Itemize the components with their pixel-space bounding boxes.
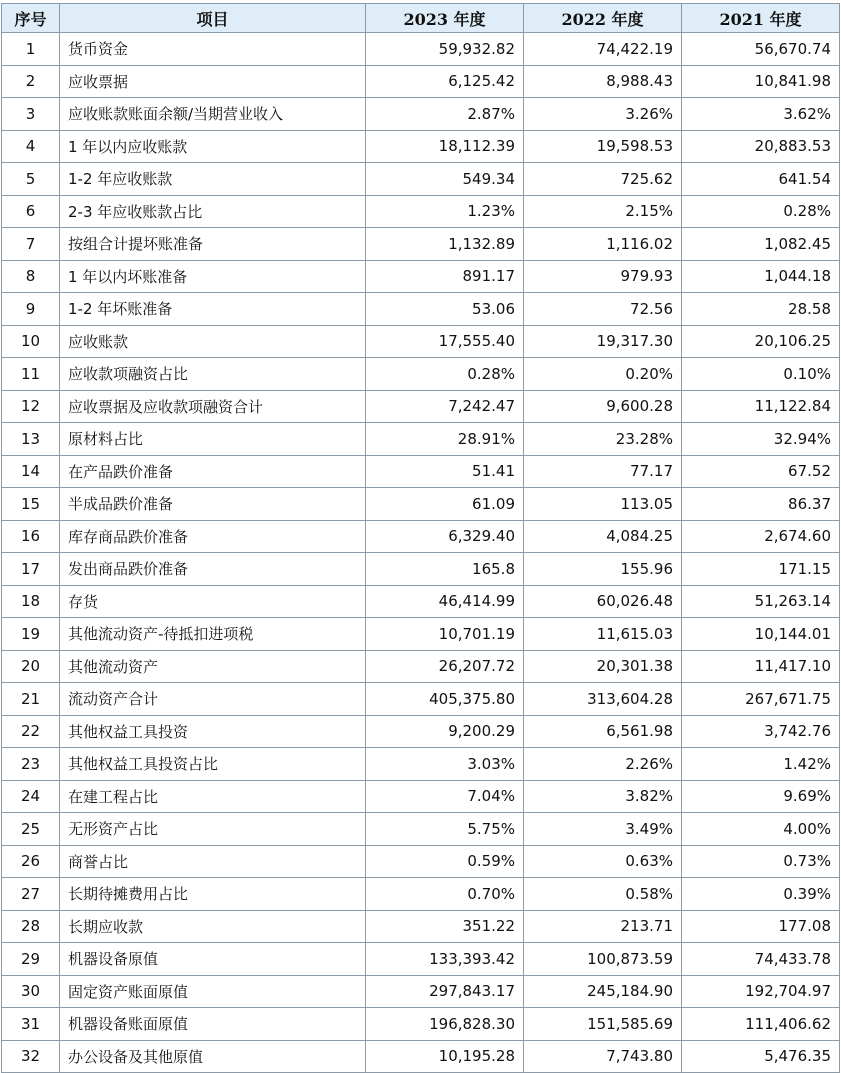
cell-year-2021: 1,044.18 [682, 260, 840, 293]
cell-year-2023: 5.75% [366, 813, 524, 846]
cell-item: 半成品跌价准备 [60, 488, 366, 521]
cell-year-2022: 9,600.28 [524, 390, 682, 423]
cell-year-2021: 51,263.14 [682, 585, 840, 618]
table-row [2, 650, 840, 683]
cell-year-2023: 46,414.99 [366, 585, 524, 618]
cell-index: 17 [2, 553, 60, 586]
cell-item: 应收票据及应收款项融资合计 [60, 390, 366, 423]
cell-item: 1-2 年应收账款 [60, 163, 366, 196]
cell-index: 4 [2, 130, 60, 163]
cell-year-2021: 267,671.75 [682, 683, 840, 716]
cell-item: 应收票据 [60, 65, 366, 98]
cell-item: 1-2 年坏账准备 [60, 293, 366, 326]
cell-year-2022: 0.63% [524, 845, 682, 878]
cell-year-2023: 17,555.40 [366, 325, 524, 358]
cell-year-2022: 23.28% [524, 423, 682, 456]
cell-year-2022: 6,561.98 [524, 715, 682, 748]
cell-year-2022: 1,116.02 [524, 228, 682, 261]
table-row [2, 585, 840, 618]
cell-index: 27 [2, 878, 60, 911]
cell-year-2021: 67.52 [682, 455, 840, 488]
cell-index: 5 [2, 163, 60, 196]
cell-year-2021: 28.58 [682, 293, 840, 326]
cell-year-2023: 7.04% [366, 780, 524, 813]
table-row [2, 65, 840, 98]
cell-index: 26 [2, 845, 60, 878]
table-row [2, 715, 840, 748]
cell-year-2022: 74,422.19 [524, 33, 682, 66]
cell-year-2022: 4,084.25 [524, 520, 682, 553]
cell-year-2021: 111,406.62 [682, 1008, 840, 1041]
cell-year-2022: 8,988.43 [524, 65, 682, 98]
cell-year-2023: 1.23% [366, 195, 524, 228]
cell-year-2022: 19,317.30 [524, 325, 682, 358]
cell-year-2023: 18,112.39 [366, 130, 524, 163]
cell-index: 6 [2, 195, 60, 228]
cell-year-2021: 0.28% [682, 195, 840, 228]
cell-item: 应收款项融资占比 [60, 358, 366, 391]
cell-index: 19 [2, 618, 60, 651]
header-index: 序号 [2, 4, 60, 33]
cell-year-2023: 1,132.89 [366, 228, 524, 261]
cell-year-2021: 2,674.60 [682, 520, 840, 553]
cell-year-2023: 891.17 [366, 260, 524, 293]
cell-item: 机器设备原值 [60, 943, 366, 976]
cell-year-2021: 171.15 [682, 553, 840, 586]
table-row [2, 553, 840, 586]
header-year-2023: 2023 年度 [366, 4, 524, 33]
cell-item: 在建工程占比 [60, 780, 366, 813]
cell-item: 商誉占比 [60, 845, 366, 878]
cell-year-2022: 979.93 [524, 260, 682, 293]
cell-year-2021: 86.37 [682, 488, 840, 521]
cell-year-2023: 0.70% [366, 878, 524, 911]
table-row [2, 910, 840, 943]
cell-index: 1 [2, 33, 60, 66]
header-item: 项目 [60, 4, 366, 33]
table-row [2, 228, 840, 261]
cell-year-2021: 1.42% [682, 748, 840, 781]
cell-year-2021: 4.00% [682, 813, 840, 846]
table-row [2, 488, 840, 521]
cell-year-2023: 7,242.47 [366, 390, 524, 423]
cell-year-2021: 10,144.01 [682, 618, 840, 651]
cell-item: 办公设备及其他原值 [60, 1040, 366, 1073]
cell-year-2021: 3,742.76 [682, 715, 840, 748]
cell-index: 21 [2, 683, 60, 716]
cell-index: 22 [2, 715, 60, 748]
cell-year-2023: 61.09 [366, 488, 524, 521]
cell-year-2023: 3.03% [366, 748, 524, 781]
cell-year-2022: 313,604.28 [524, 683, 682, 716]
cell-item: 其他权益工具投资 [60, 715, 366, 748]
cell-year-2022: 11,615.03 [524, 618, 682, 651]
cell-year-2023: 10,195.28 [366, 1040, 524, 1073]
cell-item: 无形资产占比 [60, 813, 366, 846]
cell-year-2021: 192,704.97 [682, 975, 840, 1008]
cell-year-2023: 549.34 [366, 163, 524, 196]
table-row [2, 845, 840, 878]
cell-year-2021: 0.10% [682, 358, 840, 391]
cell-year-2022: 3.82% [524, 780, 682, 813]
table-row [2, 813, 840, 846]
cell-year-2022: 245,184.90 [524, 975, 682, 1008]
cell-year-2023: 0.28% [366, 358, 524, 391]
cell-year-2023: 51.41 [366, 455, 524, 488]
table-row [2, 618, 840, 651]
cell-index: 12 [2, 390, 60, 423]
cell-year-2023: 6,329.40 [366, 520, 524, 553]
cell-item: 其他流动资产-待抵扣进项税 [60, 618, 366, 651]
cell-year-2023: 165.8 [366, 553, 524, 586]
cell-index: 2 [2, 65, 60, 98]
cell-item: 机器设备账面原值 [60, 1008, 366, 1041]
cell-year-2022: 725.62 [524, 163, 682, 196]
table-header [2, 4, 840, 33]
table-row [2, 455, 840, 488]
table-row [2, 683, 840, 716]
cell-item: 存货 [60, 585, 366, 618]
cell-year-2023: 9,200.29 [366, 715, 524, 748]
cell-year-2021: 20,883.53 [682, 130, 840, 163]
cell-year-2022: 151,585.69 [524, 1008, 682, 1041]
cell-index: 18 [2, 585, 60, 618]
table-row [2, 943, 840, 976]
cell-year-2022: 72.56 [524, 293, 682, 326]
cell-year-2022: 213.71 [524, 910, 682, 943]
cell-item: 按组合计提坏账准备 [60, 228, 366, 261]
cell-index: 20 [2, 650, 60, 683]
cell-year-2022: 155.96 [524, 553, 682, 586]
table-row [2, 520, 840, 553]
cell-year-2022: 113.05 [524, 488, 682, 521]
cell-index: 9 [2, 293, 60, 326]
cell-item: 发出商品跌价准备 [60, 553, 366, 586]
cell-item: 长期应收款 [60, 910, 366, 943]
cell-year-2022: 2.26% [524, 748, 682, 781]
cell-year-2021: 32.94% [682, 423, 840, 456]
cell-item: 固定资产账面原值 [60, 975, 366, 1008]
cell-item: 1 年以内应收账款 [60, 130, 366, 163]
cell-year-2022: 3.49% [524, 813, 682, 846]
cell-index: 13 [2, 423, 60, 456]
cell-year-2023: 0.59% [366, 845, 524, 878]
cell-year-2023: 53.06 [366, 293, 524, 326]
cell-year-2022: 77.17 [524, 455, 682, 488]
cell-item: 流动资产合计 [60, 683, 366, 716]
cell-index: 28 [2, 910, 60, 943]
cell-year-2022: 0.20% [524, 358, 682, 391]
cell-year-2023: 2.87% [366, 98, 524, 131]
cell-item: 库存商品跌价准备 [60, 520, 366, 553]
cell-item: 应收账款账面余额/当期营业收入 [60, 98, 366, 131]
table-container [1, 3, 840, 1073]
cell-index: 8 [2, 260, 60, 293]
cell-index: 24 [2, 780, 60, 813]
cell-item: 1 年以内坏账准备 [60, 260, 366, 293]
table-row [2, 260, 840, 293]
cell-year-2023: 59,932.82 [366, 33, 524, 66]
cell-year-2023: 6,125.42 [366, 65, 524, 98]
table-row [2, 98, 840, 131]
cell-year-2023: 196,828.30 [366, 1008, 524, 1041]
cell-year-2023: 10,701.19 [366, 618, 524, 651]
header-year-2021: 2021 年度 [682, 4, 840, 33]
table-row [2, 195, 840, 228]
cell-year-2021: 11,122.84 [682, 390, 840, 423]
table-row [2, 780, 840, 813]
table-row [2, 163, 840, 196]
cell-year-2021: 641.54 [682, 163, 840, 196]
cell-year-2023: 133,393.42 [366, 943, 524, 976]
cell-item: 原材料占比 [60, 423, 366, 456]
cell-item: 2-3 年应收账款占比 [60, 195, 366, 228]
table-row [2, 975, 840, 1008]
cell-year-2022: 2.15% [524, 195, 682, 228]
cell-year-2022: 7,743.80 [524, 1040, 682, 1073]
cell-year-2023: 28.91% [366, 423, 524, 456]
financial-data-table [1, 3, 840, 1073]
header-year-2022: 2022 年度 [524, 4, 682, 33]
cell-year-2022: 60,026.48 [524, 585, 682, 618]
cell-year-2021: 10,841.98 [682, 65, 840, 98]
cell-item: 在产品跌价准备 [60, 455, 366, 488]
cell-index: 23 [2, 748, 60, 781]
header-row [2, 4, 840, 33]
cell-index: 11 [2, 358, 60, 391]
table-row [2, 325, 840, 358]
cell-year-2023: 297,843.17 [366, 975, 524, 1008]
cell-year-2021: 177.08 [682, 910, 840, 943]
cell-year-2022: 19,598.53 [524, 130, 682, 163]
cell-year-2021: 1,082.45 [682, 228, 840, 261]
cell-year-2021: 56,670.74 [682, 33, 840, 66]
cell-item: 应收账款 [60, 325, 366, 358]
cell-year-2021: 5,476.35 [682, 1040, 840, 1073]
cell-year-2021: 3.62% [682, 98, 840, 131]
table-row [2, 423, 840, 456]
table-row [2, 390, 840, 423]
cell-year-2022: 100,873.59 [524, 943, 682, 976]
table-body [2, 33, 840, 1073]
table-row [2, 293, 840, 326]
cell-year-2021: 20,106.25 [682, 325, 840, 358]
cell-index: 30 [2, 975, 60, 1008]
cell-year-2021: 0.39% [682, 878, 840, 911]
cell-index: 3 [2, 98, 60, 131]
cell-item: 其他权益工具投资占比 [60, 748, 366, 781]
cell-index: 16 [2, 520, 60, 553]
cell-item: 长期待摊费用占比 [60, 878, 366, 911]
cell-index: 25 [2, 813, 60, 846]
table-row [2, 1008, 840, 1041]
cell-index: 31 [2, 1008, 60, 1041]
table-row [2, 1040, 840, 1073]
cell-year-2023: 351.22 [366, 910, 524, 943]
cell-index: 32 [2, 1040, 60, 1073]
table-row [2, 130, 840, 163]
cell-year-2021: 0.73% [682, 845, 840, 878]
table-row [2, 878, 840, 911]
cell-year-2021: 11,417.10 [682, 650, 840, 683]
cell-year-2021: 9.69% [682, 780, 840, 813]
cell-year-2022: 20,301.38 [524, 650, 682, 683]
cell-index: 14 [2, 455, 60, 488]
cell-year-2021: 74,433.78 [682, 943, 840, 976]
cell-index: 10 [2, 325, 60, 358]
cell-item: 其他流动资产 [60, 650, 366, 683]
cell-index: 29 [2, 943, 60, 976]
cell-item: 货币资金 [60, 33, 366, 66]
cell-year-2023: 26,207.72 [366, 650, 524, 683]
cell-year-2022: 3.26% [524, 98, 682, 131]
table-row [2, 748, 840, 781]
table-row [2, 358, 840, 391]
table-row [2, 33, 840, 66]
cell-index: 7 [2, 228, 60, 261]
cell-year-2022: 0.58% [524, 878, 682, 911]
cell-index: 15 [2, 488, 60, 521]
cell-year-2023: 405,375.80 [366, 683, 524, 716]
